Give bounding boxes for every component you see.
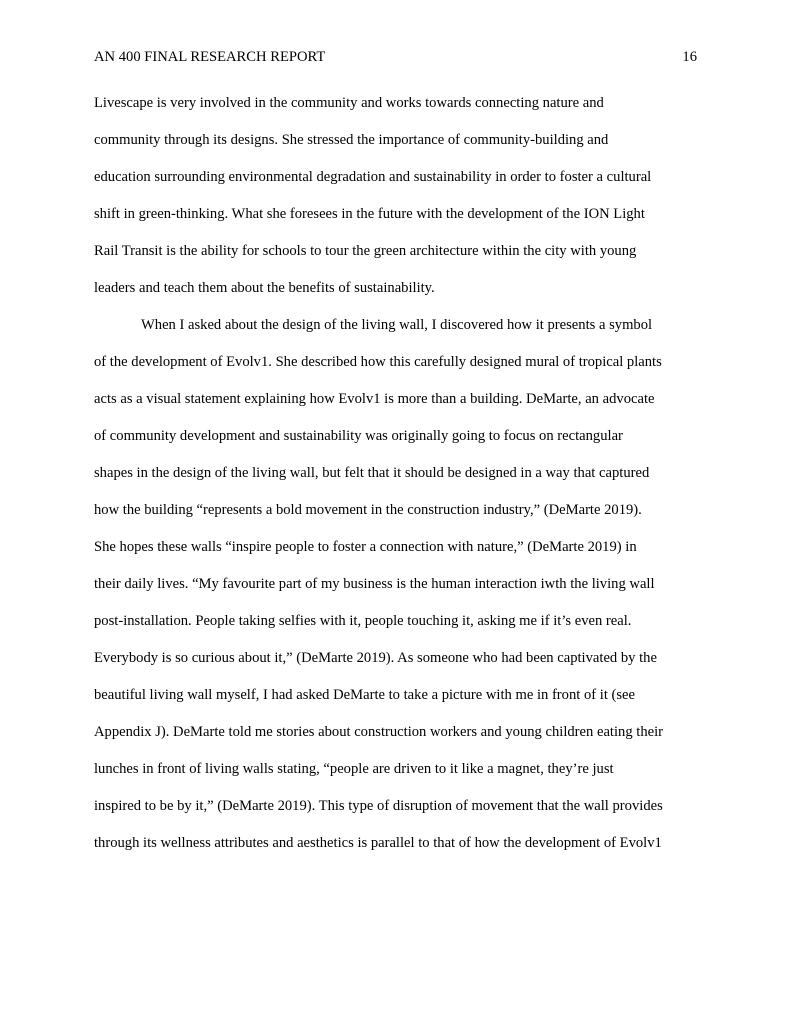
text-line: Everybody is so curious about it,” (DeMarte 2019). As someone who had been captivated by the [94,650,657,666]
text-line: through its wellness attributes and aesthetics is parallel to that of how the development of Evolv1 [94,835,662,851]
text-line: of community development and sustainability was originally going to focus on rectangular [94,428,623,444]
running-head-title: AN 400 FINAL RESEARCH REPORT [94,49,326,65]
running-head [94,47,697,67]
text-line: She hopes these walls “inspire people to foster a connection with nature,” (DeMarte 2019) in [94,539,637,555]
text-line: acts as a visual statement explaining how Evolv1 is more than a building. DeMarte, an advocate [94,391,655,407]
text-line: Rail Transit is the ability for schools to tour the green architecture within the city with young [94,243,637,259]
page-number: 16 [682,49,697,65]
text-line: shapes in the design of the living wall, but felt that it should be designed in a way that captured [94,465,650,481]
text-line: lunches in front of living walls stating, “people are driven to it like a magnet, they’re just [94,761,614,777]
text-line: how the building “represents a bold movement in the construction industry,” (DeMarte 2019). [94,502,642,518]
text-line: shift in green-thinking. What she foresees in the future with the development of the ION Light [94,206,645,222]
paragraph-first-line: When I asked about the design of the living wall, I discovered how it presents a symbol [141,317,653,333]
text-line: post-installation. People taking selfies with it, people touching it, asking me if it’s even real. [94,613,632,629]
text-line: of the development of Evolv1. She described how this carefully designed mural of tropical plants [94,354,662,370]
text-line: their daily lives. “My favourite part of my business is the human interaction iwth the living wall [94,576,655,592]
text-line: Appendix J). DeMarte told me stories about construction workers and young children eating their [94,724,664,740]
text-line: Livescape is very involved in the community and works towards connecting nature and [94,95,604,111]
text-line: leaders and teach them about the benefits of sustainability. [94,280,435,296]
text-line: education surrounding environmental degradation and sustainability in order to foster a cultural [94,169,652,185]
text-line: beautiful living wall myself, I had asked DeMarte to take a picture with me in front of it (see [94,687,636,703]
text-line: inspired to be by it,” (DeMarte 2019). This type of disruption of movement that the wall provides [94,798,663,814]
text-line: community through its designs. She stressed the importance of community-building and [94,132,609,148]
